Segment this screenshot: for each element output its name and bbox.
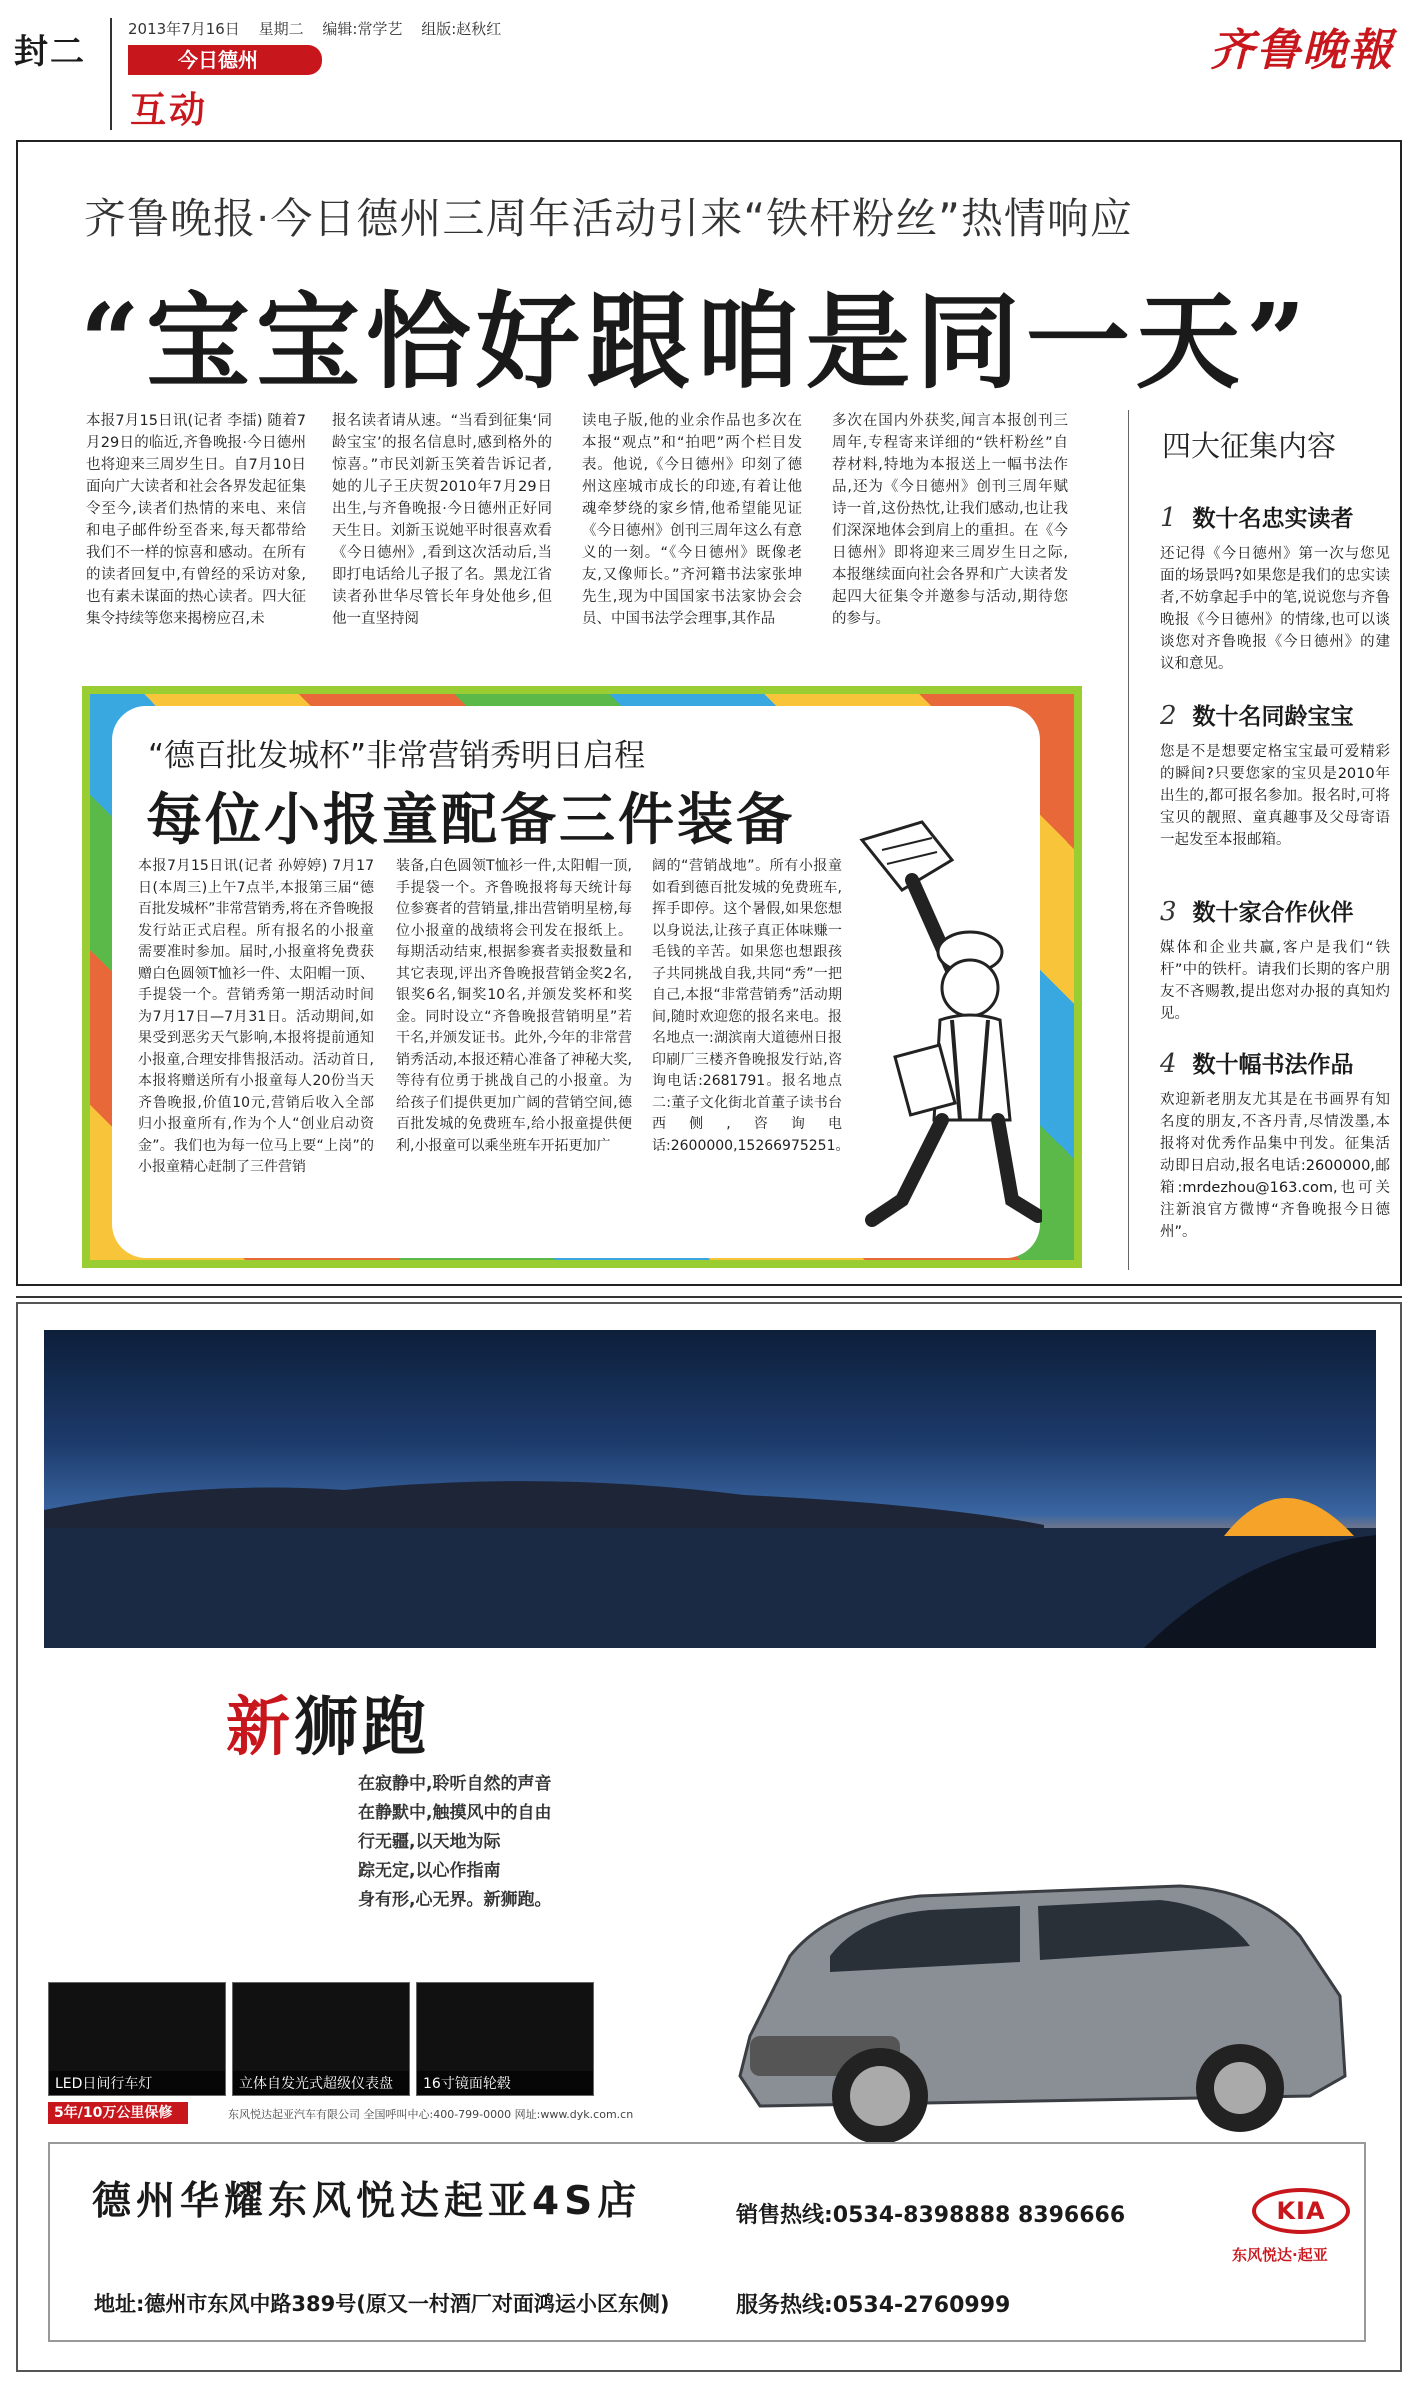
sub-article-headline: 每位小报童配备三件装备 (146, 788, 795, 853)
ad-copy-line: 踪无定,以心作指南 (358, 1861, 501, 1881)
sidebar-item (1160, 1046, 1390, 1243)
kia-logo: KIA (1252, 2188, 1350, 2234)
article-headline: “宝宝恰好跟咱是同一天” (80, 280, 1312, 403)
item-number: 1 (1160, 503, 1177, 533)
issue-weekday: 星期二 (258, 20, 304, 38)
item-heading: 数十家合作伙伴 (1192, 900, 1354, 926)
ad-divider (16, 1296, 1402, 1298)
sub-article-column-2: 装备,白色圆领T恤衫一件,太阳帽一顶,手提袋一个。齐鲁晚报将每天统计每位参赛者的营销量,排出营销明星榜,每位小报童的战绩将会刊发在报纸上。每期活动结束,根据参赛者卖报数量和其它表现,评出齐鲁晚报营销金奖2名,银奖6名,铜奖10名,并颁发奖杯和奖金。同时设立“齐鲁晚报营销明星”若干名,并颁发证书。此外,今年的非常营销秀活动,本报还精心准备了神秘大奖,等待有位勇于挑战自己的小报童。为给孩子们提供更加广阔的营销空间,德百批发城的免费班车,给小报童提供便利,小报童可以乘坐班车开拓更加广 (396, 858, 632, 1154)
item-heading: 数十名同龄宝宝 (1192, 704, 1354, 730)
item-number: 4 (1160, 1049, 1177, 1079)
sidebar-item (1160, 698, 1390, 851)
issue-editor: 编辑:常学艺 (322, 20, 403, 38)
ad-copy-line: 在静默中,触摸风中的自由 (358, 1803, 552, 1823)
newsboy-illustration (842, 820, 1042, 1240)
sidebar-title: 四大征集内容 (1162, 429, 1337, 463)
article-column-2: 报名读者请从速。“当看到征集‘同龄宝宝’的报名信息时,感到格外的惊喜。”市民刘新玉笑着告诉记者,她的儿子王庆贺2010年7月29日出生,与齐鲁晚报·今日德州正好同天生日。刘新玉说她平时很喜欢看《今日德州》,看到这次活动后,当即打电话给儿子报了名。黑龙江省读者孙世华尽管长年身处他乡,但他一直坚持阅 (332, 413, 552, 627)
item-number: 2 (1160, 701, 1177, 731)
section-label: 封二 (14, 32, 86, 72)
sidebar-divider (1128, 410, 1129, 1270)
sidebar-item (1160, 500, 1390, 675)
item-body: 媒体和企业共赢,客户是我们“铁杆”中的铁杆。请我们长期的客户朋友不吝赐教,提出您对办报的真知灼见。 (1160, 940, 1390, 1022)
article-column-4: 多次在国内外获奖,闻言本报创刊三周年,专程寄来详细的“铁杆粉丝”自荐材料,特地为本报送上一幅书法作品,还为《今日德州》创刊三周年赋诗一首,这份热忱,让我们感动,也让我们深深地体会到肩上的重担。在《今日德州》即将迎来三周岁生日之际,本报继续面向社会各界和广大读者发起四大征集令并邀参与活动,期待您的参与。 (832, 413, 1068, 627)
sidebar-item (1160, 894, 1390, 1025)
feature-label: 16寸镜面轮毂 (417, 2071, 593, 2095)
issue-meta (128, 18, 515, 39)
header-divider (110, 18, 112, 130)
ad-brand-logo (226, 1676, 430, 1768)
brand-char-new: 新 (226, 1691, 294, 1765)
item-body: 还记得《今日德州》第一次与您见面的场景吗?如果您是我们的忠实读者,不妨拿起手中的笔,说说您与齐鲁晚报《今日德州》的情缘,也可以谈谈您对齐鲁晚报《今日德州》的建议和意见。 (1160, 546, 1390, 672)
item-body: 您是不是想要定格宝宝最可爱精彩的瞬间?只要您家的宝贝是2010年出生的,都可报名参加。报名时,可将宝贝的靓照、童真趣事及父母寄语一起发至本报邮箱。 (1160, 744, 1390, 848)
item-heading: 数十幅书法作品 (1192, 1052, 1354, 1078)
feature-tile-dashboard (232, 1982, 410, 2096)
ad-copy-line: 在寂静中,聆听自然的声音 (358, 1774, 552, 1794)
ad-copy-line: 身有形,心无界。新狮跑。 (358, 1890, 552, 1910)
ad-copy (358, 1770, 551, 1915)
item-heading: 数十名忠实读者 (1192, 506, 1354, 532)
feature-tile-wheel (416, 1982, 594, 2096)
dealer-name: 德州华耀东风悦达起亚4S店 (92, 2179, 642, 2224)
edition-tag: 今日德州 (128, 45, 322, 75)
dealer-address: 地址:德州市东风中路389号(原又一村酒厂对面鸿运小区东侧) (94, 2292, 670, 2316)
article-column-3: 读电子版,他的业余作品也多次在本报“观点”和“拍吧”两个栏目发表。他说,《今日德州》印刻了德州这座城市成长的印迹,有着让他魂牵梦绕的家乡情,他希望能见证《今日德州》创刊三周年这么有意义的一刻。“《今日德州》既像老友,又像师长。”齐河籍书法家张坤先生,现为中国国家书法家协会会员、中国书法学会理事,其作品 (582, 413, 802, 627)
ad-copy-line: 行无疆,以天地为际 (358, 1832, 501, 1852)
newspaper-logo: 齐鲁晚報 (1210, 25, 1394, 76)
service-hotline: 服务热线:0534-2760999 (736, 2293, 1011, 2318)
issue-date: 2013年7月16日 (128, 20, 240, 38)
item-body: 欢迎新老朋友尤其是在书画界有知名度的朋友,不吝丹青,尽情泼墨,本报将对优秀作品集中刊发。征集活动即日启动,报名电话:2600000,邮箱:mrdezhou@163.com,也可关注新浪官方微博“齐鲁晚报今日德州”。 (1160, 1092, 1390, 1240)
feature-label: 立体自发光式超级仪表盘 (233, 2071, 409, 2095)
brand-name: 狮跑 (294, 1691, 430, 1765)
article-kicker: 齐鲁晚报·今日德州三周年活动引来“铁杆粉丝”热情响应 (84, 194, 1133, 243)
column-title: 互动 (130, 90, 209, 131)
ad-fine-print: 东风悦达起亚汽车有限公司 全国呼叫中心:400-799-0000 网址:www.dyk.com.cn (228, 2108, 634, 2121)
feature-label: LED日间行车灯 (49, 2071, 225, 2095)
feature-tile-headlight (48, 1982, 226, 2096)
suv-car-image (720, 1866, 1360, 2156)
sub-article-column-1: 本报7月15日讯(记者 孙婷婷) 7月17日(本周三)上午7点半,本报第三届“德百批发城杯”非常营销秀,将在齐鲁晚报发行站正式启程。所有报名的小报童需要准时参加。届时,小报童将免费获赠白色圆领T恤衫一件、太阳帽一顶、手提袋一个。营销秀第一期活动时间为7月17日—7月31日。活动期间,如果受到恶劣天气影响,本报将提前通知小报童,合理安排售报活动。活动首日,本报将赠送所有小报童每人20份当天齐鲁晚报,价值10元,营销后收入全部归小报童所有,作为个人“创业启动资金”。我们也为每一位马上要“上岗”的小报童精心赶制了三件营销 (138, 858, 374, 1175)
issue-layout: 组版:赵秋红 (421, 20, 502, 38)
item-number: 3 (1160, 897, 1177, 927)
warranty-badge: 5年/10万公里保修 (48, 2102, 188, 2124)
sales-hotline: 销售热线:0534-8398888 8396666 (736, 2203, 1126, 2228)
landscape-photo (44, 1330, 1376, 1648)
kia-sub-brand: 东风悦达·起亚 (1232, 2246, 1328, 2264)
article-column-1: 本报7月15日讯(记者 李擂) 随着7月29日的临近,齐鲁晚报·今日德州也将迎来三周岁生日。自7月10日面向广大读者和社会各界发起征集令至今,读者们热情的来电、来信和电子邮件纷至沓来,每天都带给我们不一样的惊喜和感动。在所有的读者回复中,有曾经的采访对象,也有素未谋面的热心读者。四大征集令持续等您来揭榜应召,未 (86, 413, 306, 627)
sub-article-kicker: “德百批发城杯”非常营销秀明日启程 (148, 738, 646, 774)
sub-article-column-3: 阔的“营销战地”。所有小报童如看到德百批发城的免费班车,挥手即停。这个暑假,如果您想以身说法,让孩子真正体味赚一毛钱的辛苦。如果您也想跟孩子共同挑战自我,共同“秀”一把自己,本报“非常营销秀”活动期间,随时欢迎您的报名来电。报名地点一:湖滨南大道德州日报印刷厂三楼齐鲁晚报发行站,咨询电话:2681791。报名地点二:董子文化街北首董子读书台西侧,咨询电话:2600000,15266975251。 (652, 858, 850, 1154)
